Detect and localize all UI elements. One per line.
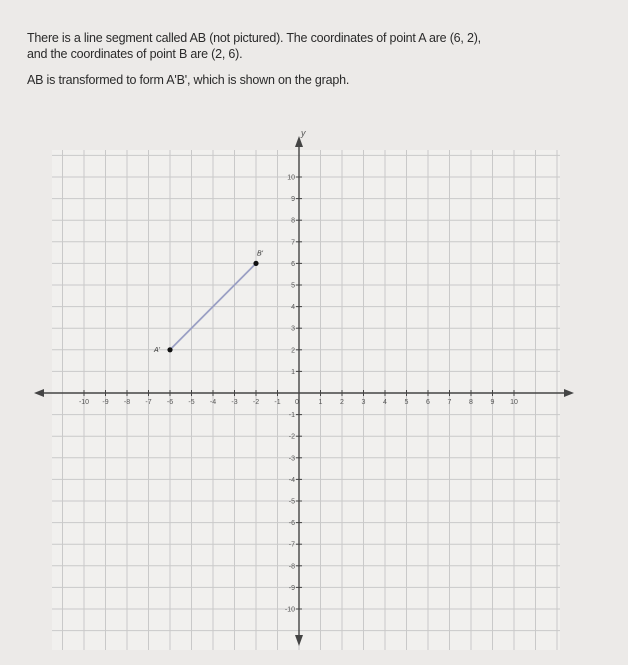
- x-tick-label: -3: [231, 399, 238, 406]
- x-tick-label: -5: [188, 399, 195, 406]
- y-tick-label: -7: [288, 541, 295, 549]
- y-tick-label: -9: [288, 584, 295, 592]
- x-tick-label: 2: [340, 399, 344, 406]
- y-tick-label: 1: [291, 368, 295, 376]
- x-axis-right-arrow-icon: [564, 389, 574, 397]
- y-tick-label: 6: [291, 260, 295, 268]
- x-tick-label: 4: [383, 399, 387, 406]
- x-tick-label: 6: [426, 399, 430, 406]
- y-tick-label: 9: [291, 196, 295, 204]
- x-tick-label: -1: [274, 399, 281, 406]
- x-tick-label: -8: [123, 399, 131, 406]
- x-tick-label: 1: [318, 399, 323, 406]
- question-line-1: There is a line segment called AB (not pictured). The coordinates of point A are (6, 2),: [27, 31, 481, 45]
- segment-point: [167, 347, 172, 352]
- y-tick-label: -10: [284, 606, 295, 614]
- y-axis-label: y: [301, 128, 306, 138]
- x-tick-label: 7: [447, 399, 452, 406]
- question-line-3: AB is transformed to form A'B', which is shown on the graph.: [27, 73, 350, 87]
- x-tick-label: 3: [361, 399, 366, 406]
- segment-point-label: A': [154, 346, 161, 354]
- y-tick-label: -1: [288, 412, 295, 420]
- y-tick-label: 4: [291, 304, 295, 312]
- x-tick-label: -4: [209, 399, 217, 406]
- y-tick-label: -4: [288, 476, 295, 484]
- x-tick-label: -6: [166, 399, 174, 406]
- y-tick-label: 2: [291, 347, 295, 355]
- x-tick-label: -2: [252, 399, 260, 406]
- question-line-2: and the coordinates of point B are (2, 6).: [27, 47, 243, 61]
- y-tick-label: 3: [291, 325, 295, 333]
- x-tick-label: 10: [510, 399, 518, 406]
- y-tick-label: 8: [291, 217, 295, 225]
- x-tick-label: 0: [295, 399, 299, 406]
- segment-point: [253, 261, 258, 266]
- x-tick-label: 5: [404, 399, 409, 406]
- x-tick-label: -7: [145, 399, 152, 406]
- y-tick-label: -2: [288, 433, 295, 441]
- y-tick-label: 10: [287, 174, 295, 182]
- x-axis-left-arrow-icon: [34, 389, 44, 397]
- x-tick-label: 8: [469, 399, 473, 406]
- y-tick-label: -3: [288, 455, 295, 463]
- x-tick-label: -10: [78, 399, 90, 406]
- y-tick-label: -8: [288, 563, 295, 571]
- y-tick-label: 5: [291, 282, 295, 290]
- y-tick-label: -5: [288, 498, 295, 506]
- x-tick-label: 9: [490, 399, 495, 406]
- y-tick-label: -6: [288, 520, 295, 528]
- segment-point-label: B': [257, 250, 264, 258]
- x-tick-label: -9: [102, 399, 109, 406]
- y-tick-label: 7: [291, 239, 295, 247]
